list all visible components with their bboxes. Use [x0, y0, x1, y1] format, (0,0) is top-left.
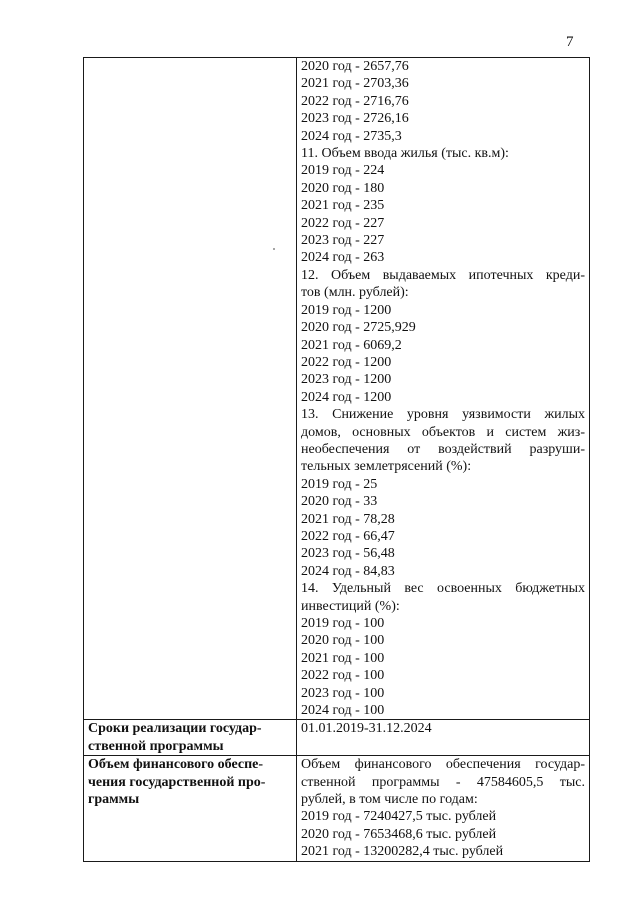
value-line: 2020 год - 33 [301, 494, 378, 510]
value-line: 2022 год - 1200 [301, 354, 392, 370]
value-line: 2024 год - 263 [301, 250, 385, 266]
value-line: 2023 год - 227 [301, 233, 385, 249]
value-line: 2019 год - 25 [301, 476, 378, 492]
value-line: 2022 год - 66,47 [301, 528, 395, 544]
value-line: 12. Объем выдаваемых ипотечных креди- [301, 267, 585, 283]
value-line: ственной программы - 47584605,5 тыс. [301, 774, 585, 790]
row-value-cell [297, 720, 590, 756]
table-row [84, 756, 590, 861]
value-line: 2021 год - 13200282,4 тыс. рублей [301, 844, 504, 860]
value-line: 2023 год - 2726,16 [301, 111, 409, 127]
table-row [84, 58, 590, 720]
value-line: рублей, в том числе по годам: [301, 792, 478, 808]
page-number: 7 [566, 34, 574, 50]
table-row [84, 720, 590, 756]
value-line: 2019 год - 1200 [301, 302, 392, 318]
value-line: 2020 год - 2725,929 [301, 320, 416, 336]
value-line: 13. Снижение уровня уязвимости жилых [301, 407, 585, 423]
value-line: 01.01.2019-31.12.2024 [301, 721, 432, 737]
value-line: тов (млн. рублей): [301, 285, 409, 301]
value-line: 2019 год - 224 [301, 163, 385, 179]
value-line: 2022 год - 2716,76 [301, 93, 409, 109]
value-line: 2021 год - 78,28 [301, 511, 395, 527]
value-line: домов, основных объектов и систем жиз- [301, 424, 585, 440]
value-line: 2019 год - 7240427,5 тыс. рублей [301, 809, 497, 825]
label-line: чения государственной про- [88, 774, 266, 790]
value-line: 11. Объем ввода жилья (тыс. кв.м): [301, 146, 509, 162]
value-line: Объем финансового обеспечения государ- [301, 757, 585, 773]
value-line: тельных землетрясений (%): [301, 459, 472, 475]
value-line: 2024 год - 84,83 [301, 563, 395, 579]
value-line: 2022 год - 100 [301, 668, 385, 684]
label-line: ственной программы [88, 738, 224, 754]
value-line: необеспечения от воздействий разруши- [301, 441, 585, 457]
value-line: 2020 год - 180 [301, 180, 385, 196]
value-line: 2024 год - 100 [301, 703, 385, 719]
value-line: 2023 год - 56,48 [301, 546, 395, 562]
value-line: 2023 год - 1200 [301, 372, 392, 388]
label-line: граммы [88, 792, 140, 808]
value-line: 2020 год - 100 [301, 633, 385, 649]
label-line: Объем финансового обеспе- [88, 757, 264, 773]
row-value-cell [297, 756, 590, 861]
row-value-cell [297, 58, 590, 720]
value-line: 2024 год - 2735,3 [301, 128, 402, 144]
value-line: 2021 год - 235 [301, 198, 385, 214]
value-line: 2023 год - 100 [301, 685, 385, 701]
value-line: 2021 год - 6069,2 [301, 337, 402, 353]
row-label-cell [84, 720, 297, 756]
label-line: Сроки реализации государ- [88, 721, 262, 737]
value-line: инвестиций (%): [301, 598, 400, 614]
value-line: 2020 год - 2657,76 [301, 59, 409, 74]
value-line: 2022 год - 227 [301, 215, 385, 231]
value-line: 14. Удельный вес освоенных бюджетных [301, 581, 585, 597]
row-label-cell [84, 756, 297, 861]
value-line: 2021 год - 2703,36 [301, 76, 409, 92]
table-body [84, 58, 590, 862]
value-line: 2020 год - 7653468,6 тыс. рублей [301, 826, 497, 842]
value-line: 2019 год - 100 [301, 616, 385, 631]
value-line: 2021 год - 100 [301, 650, 385, 666]
row-label-cell [84, 58, 297, 720]
value-line: 2024 год - 1200 [301, 389, 392, 405]
program-passport-table [83, 57, 590, 862]
